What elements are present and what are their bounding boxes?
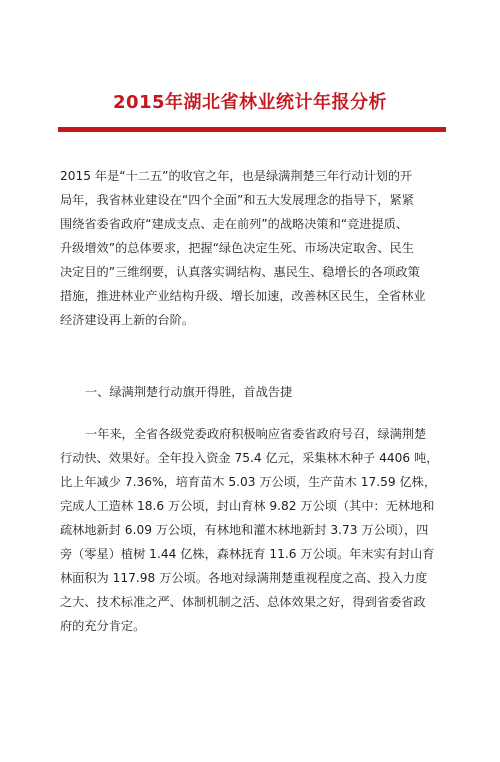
title-divider [58,127,446,132]
section-heading-text: 一、绿满荆楚行动旗开得胜，首战告捷 [85,385,293,399]
intro-paragraph [60,164,450,332]
paragraph-line: 局年，我省林业建设在“四个全面”和五大发展理念的指导下，紧紧 [60,193,414,207]
paragraph-line: 行动快、效果好。全年投入资金 75.4 亿元，采集林木种子 4406 吨， [60,451,439,465]
paragraph-line: 升级增效”的总体要求，把握“绿色决定生死、市场决定取舍、民生 [60,241,414,255]
paragraph-line: 疏林地新封 6.09 万公顷，有林地和灌木林地新封 3.73 万公顷），四 [60,523,429,537]
paragraph-line: 之大、技术标准之严、体制机制之活、总体效果之好，得到省委省政 [60,595,426,609]
paragraph-line: 措施，推进林业产业结构升级、增长加速，改善林区民生，全省林业 [60,289,426,303]
paragraph-line: 林面积为 117.98 万公顷。各地对绿满荆楚重视程度之高、投入力度 [60,571,428,585]
paragraph-line: 决定目的”三维纲要，认真落实调结构、惠民生、稳增长的各项政策 [60,265,420,279]
paragraph-line: 经济建设再上新的台阶。 [60,313,195,327]
section-paragraph [60,422,450,638]
paragraph-line: 府的充分肯定。 [60,619,146,633]
paragraph-line: 一年来，全省各级党委政府积极响应省委省政府号召，绿满荆楚 [85,427,427,441]
paragraph-line: 旁（零星）植树 1.44 亿株，森林抚育 11.6 万公顷。年末实有封山育 [60,547,435,561]
paragraph-line: 完成人工造林 18.6 万公顷，封山育林 9.82 万公顷（其中：无林地和 [60,499,435,513]
paragraph-line: 2015 年是“十二五”的收官之年，也是绿满荆楚三年行动计划的开 [60,169,413,183]
document-title: 2015年湖北省林业统计年报分析 [112,92,388,113]
paragraph-line: 比上年减少 7.36%，培育苗木 5.03 万公顷，生产苗木 17.59 亿株， [60,475,437,489]
section-heading [60,380,450,404]
paragraph-line: 围绕省委省政府“建成支点、走在前列”的战略决策和“竞进提质、 [60,217,409,231]
